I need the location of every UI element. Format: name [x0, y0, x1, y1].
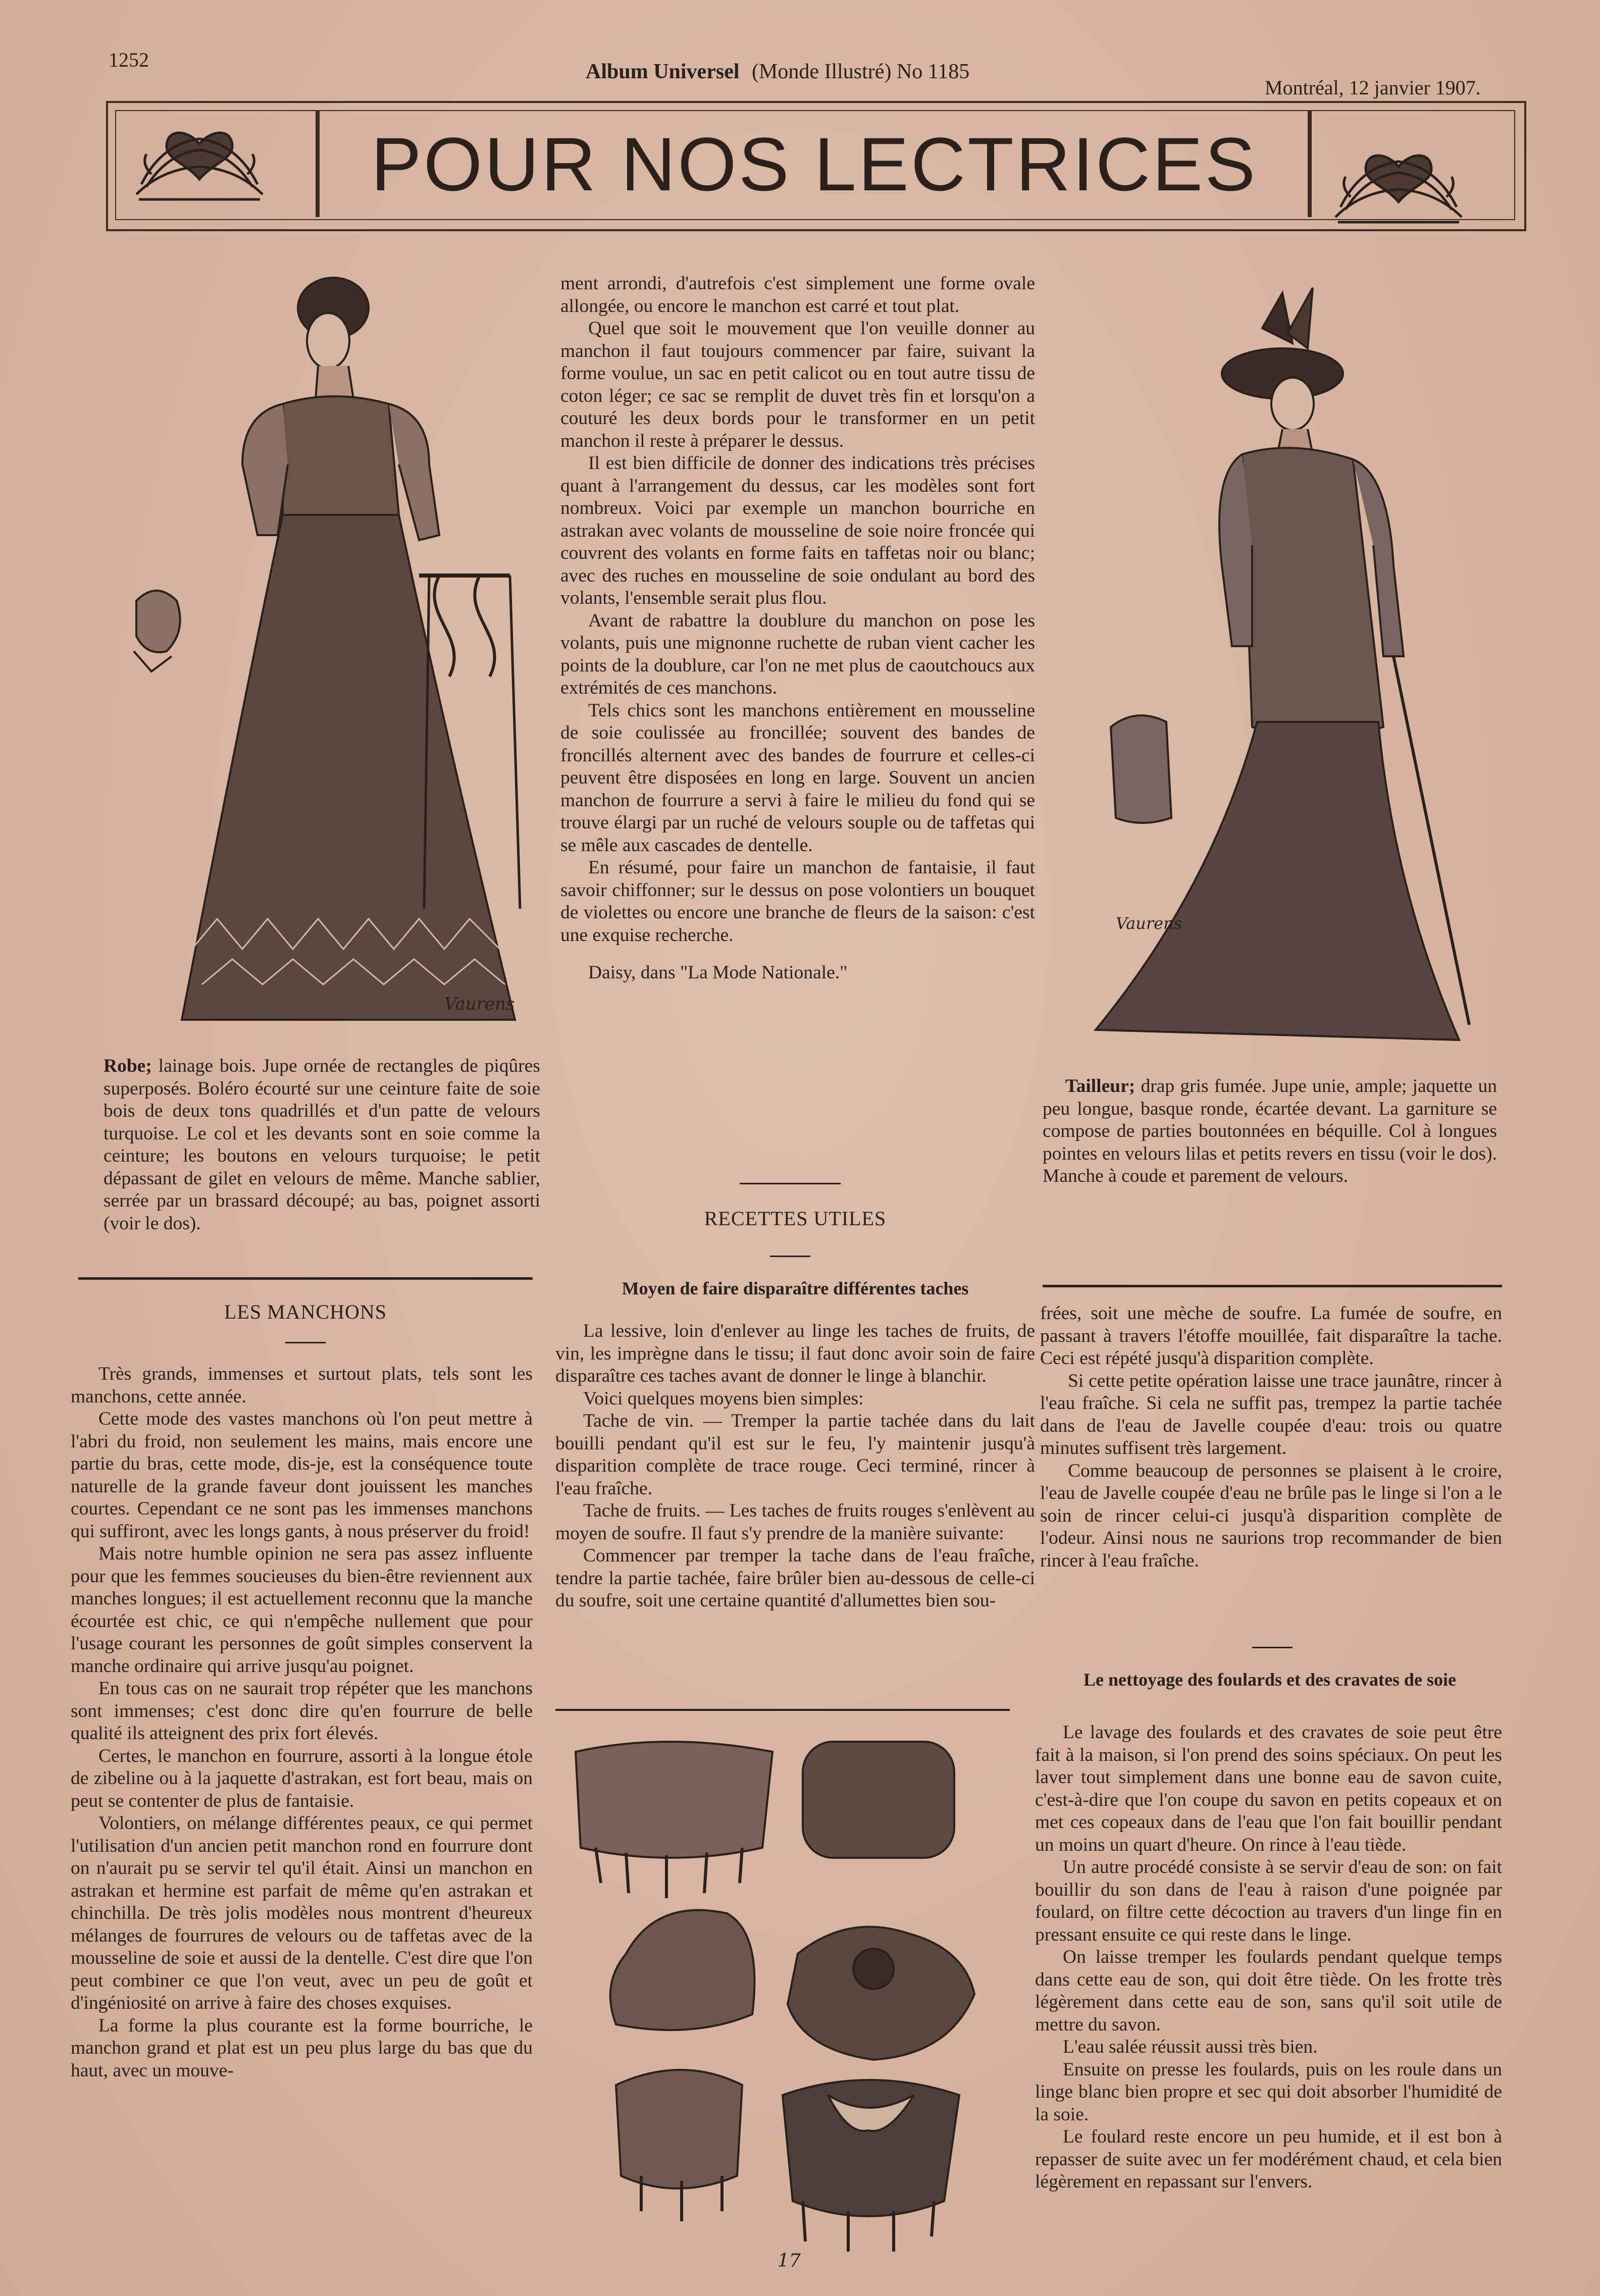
title-divider-left [316, 111, 320, 217]
muffs-illustration [565, 1732, 1000, 2282]
right-paragraph: frées, soit une mèche de soufre. La fumée de soufre, en passant à travers l'étoffe mouillée, fait disparaître la tache. Ceci est répété jusqu'à disparition complète. [1040, 1303, 1502, 1369]
foulards-paragraph: Le lavage des foulards et des cravates de soie peut être fait à la maison, si l'on prend des soins spéciaux. On peut les laver tout simplement dans une bonne eau de savon cuite, c'est-à-dire que l'on coupe du savon en petits copeaux et on met ces copeaux dans de l'eau que l'on fait bouillir pendant un moins un quart d'heure. On rince à l'eau tiède. [1035, 1722, 1502, 1855]
taches-paragraph: Tache de vin. — Tremper la partie tachée dans du lait bouilli pendant qu'il est sur le feu, l'y maintenir jusqu'à disparition complète de trace rouge. Ceci terminé, rincer à l'eau fraîche. [555, 1411, 1035, 1499]
foulards-paragraph: L'eau salée réussit aussi très bien. [1063, 2037, 1318, 2057]
manchons-paragraph: La forme la plus courante est la forme bourriche, le manchon grand et plat est un peu plus large du bas que du haut, avec un mouve- [71, 2015, 533, 2081]
page-title: POUR NOS LECTRICES [371, 121, 1258, 206]
manchons-heading: LES MANCHONS [224, 1300, 387, 1323]
foulards-paragraph: On laisse tremper les foulards pendant quelque temps dans cette eau de son, qui doit être tiède. On les frotte très légèrement dans cette eau de son, sans qu'il soit utile de mettre du savon. [1035, 1947, 1502, 2035]
right-column-text [1040, 1302, 1502, 1572]
middle-dash [740, 1183, 841, 1184]
middle-paragraph: Quel que soit le mouvement que l'on veuille donner au manchon il faut toujours commencer par faire, suivant la forme voulue, un sac en petit calicot ou en tout autre tissu de coton léger; ce sac se remplit de duvet très fin et lorsqu'on a couturé les deux bords pour le transformer en un petit manchon il reste à préparer le dessus. [560, 318, 1035, 451]
tailleur-caption [1043, 1075, 1497, 1188]
right-rule [1043, 1285, 1502, 1287]
middle-paragraph: Tels chics sont les manchons entièrement en mousseline de soie coulissée au froncillée; souvent des bandes de froncillés alternent avec des bandes de fourrure et celles-ci peuvent être disposées en long en large. Souvent un ancien manchon de fourrure a servi à faire le milieu du fond qui se trouve élargi par un ruché de velours souple ou de taffetas qui se mêle aux cascades de dentelle. [560, 700, 1035, 856]
dress-caption-text: lainage bois. Jupe ornée de rectangles de piqûres superposés. Boléro écourté sur une ceinture faite de soie bois de deux tons quadrillés et d'un patte de velours turquoise. Le col et les devants sont en soie comme la ceinture; les boutons en velours turquoise; le petit dépassant de gilet en velours de même. Manche sablier, serrée par un brassard découpé; au bas, poignet assorti (voir le dos). [104, 1056, 540, 1234]
tailleur-caption-text: drap gris fumée. Jupe unie, ample; jaquette un peu longue, basque ronde, écartée devant. La garniture se compose de parties boutonnées en béquille. Col à longues pointes en velours lilas et petits revers en tissu (voir le dos). Manche à coude et parement de velours. [1043, 1076, 1497, 1186]
right-ornament-icon [1330, 146, 1467, 227]
dress-illustration [116, 252, 550, 1040]
muffs-figure-number: 17 [778, 2251, 801, 2271]
middle-column-top [560, 273, 1035, 984]
taches-subheading: Moyen de faire disparaître différentes taches [622, 1278, 969, 1298]
title-area [323, 116, 1305, 212]
middle-rule [555, 1709, 1010, 1711]
middle-paragraph: Avant de rabattre la doublure du manchon on pose les volants, puis une mignonne ruchette de ruban vient cacher les points de la doublure, car l'on ne met plus de caoutchoucs aux extrémités de ces manchons. [560, 610, 1035, 698]
dress-caption-lead: Robe; [104, 1056, 152, 1076]
publication-name: Album Universel [586, 60, 740, 83]
middle-paragraph: ment arrondi, d'autrefois c'est simplement une forme ovale allongée, ou encore le manchon est carré et tout plat. [560, 273, 1035, 317]
publication-sub: (Monde Illustré) No 1185 [752, 60, 970, 83]
manchons-paragraph: Très grands, immenses et surtout plats, tels sont les manchons, cette année. [71, 1364, 533, 1407]
tailleur-illustration [1070, 283, 1510, 1070]
left-rule [78, 1277, 533, 1280]
foulards-paragraph: Le foulard reste encore un peu humide, et il est bon à repasser de suite avec un fer modérément chaud, et cela bien légèrement en repassant sur l'envers. [1035, 2126, 1502, 2192]
manchons-paragraph: Cette mode des vastes manchons où l'on peut mettre à l'abri du froid, non seulement les mains, mais encore une partie du bras, cette mode, dis-je, est la conséquence toute naturelle de la grande faveur dont jouissent les manches courtes. Cependant ce ne sont pas les immenses manchons qui suffiront, avec les longs gants, à nous préserver du froid! [71, 1408, 533, 1542]
manchons-paragraph: Mais notre humble opinion ne sera pas assez influente pour que les femmes soucieuses du bien-être reviennent aux manches longues; il est actuellement reconnu que la manche écourtée est chic, ce qui n'empêche nullement que pour l'usage courant les personnes de goût simples conservent la manche ordinaire qui arrive jusqu'au poignet. [71, 1543, 533, 1677]
middle-paragraph: Il est bien difficile de donner des indications très précises quant à l'arrangement du dessus, car les modèles sont fort nombreux. Voici par exemple un manchon bourriche en astrakan avec volants de mousseline de soie noire froncée qui couvrent des volants en forme faits en taffetas noir ou blanc; avec des ruches en mousseline de soie ondulant au bord des volants, l'ensemble serait plus flou. [560, 453, 1035, 608]
left-ornament-icon [131, 124, 268, 204]
recettes-heading: RECETTES UTILES [704, 1207, 887, 1230]
dress-artist-signature: Vaurens [444, 994, 515, 1014]
taches-paragraph: Commencer par tremper la tache dans de l'eau fraîche, tendre la partie tachée, faire brûler bien au-dessous de celle-ci du soufre, soit une certaine quantité d'allumettes bien sou- [555, 1545, 1035, 1611]
tailleur-artist-signature: Vaurens [1116, 914, 1182, 933]
signature: Daisy, dans "La Mode Nationale." [588, 962, 848, 983]
taches-paragraph: Tache de fruits. — Les taches de fruits rouges s'enlèvent au moyen de soufre. Il faut s'y prendre de la manière suivante: [555, 1500, 1035, 1544]
taches-paragraph: Voici quelques moyens bien simples: [583, 1388, 864, 1409]
running-head [586, 60, 969, 84]
middle-paragraph: En résumé, pour faire un manchon de fantaisie, il faut savoir chiffonner; sur le dessus on pose volontiers un bouquet de violettes ou encore une branche de fleurs de la saison: c'est une exquise recherche. [560, 857, 1035, 946]
right-dash [1252, 1647, 1293, 1648]
foulards-paragraph: Un autre procédé consiste à se servir d'eau de son: on fait bouillir du son dans de l'eau à raison d'une poignée par foulard, on filtre cette décoction au travers d'un linge fin en pressant ensuite ce qui reste dans le linge. [1035, 1857, 1502, 1945]
taches-paragraph: La lessive, loin d'enlever au linge les taches de fruits, de vin, les imprègne dans le tissu; il faut donc avoir soin de faire disparaître ces taches avant de donner le linge à blanchir. [555, 1321, 1035, 1386]
dress-caption [104, 1055, 540, 1235]
right-paragraph: Comme beaucoup de personnes se plaisent à le croire, l'eau de Javelle coupée d'eau ne brûle pas le linge si l'on a le soin de rincer celui-ci jusqu'à disparition complète de l'odeur. Ainsi nous ne saurions trop recommander de bien rincer à l'eau fraîche. [1040, 1460, 1502, 1571]
recettes-dash [770, 1256, 810, 1257]
page-number: 1252 [109, 48, 149, 71]
manchons-dash [285, 1342, 326, 1343]
manchons-paragraph: Certes, le manchon en fourrure, assorti à la longue étole de zibeline ou à la jaquette d'astrakan, est fort beau, mais on peut se contenter de plus de fantaisie. [71, 1745, 533, 1811]
foulards-paragraph: Ensuite on presse les foulards, puis on les roule dans un linge blanc bien propre et sec qui doit absorber l'humidité de la soie. [1035, 2059, 1502, 2125]
manchons-paragraph: Volontiers, on mélange différentes peaux, ce qui permet l'utilisation d'un ancien petit manchon rond en fourrure dont on n'aurait pu se servir tel qu'il était. Ainsi un manchon en astrakan et hermine est parfait de même qu'en astrakan et chinchilla. De très jolis modèles nous montrent d'heureux mélanges de fourrures de velours ou de taffetas avec de la mousseline de soie et aussi de la dentelle. C'est dire que l'on peut combiner ce que l'on veut, avec un peu de goût et d'ingéniosité on arrive à faire des choses exquises. [71, 1813, 533, 2013]
right-paragraph: Si cette petite opération laisse une trace jaunâtre, rincer à l'eau fraîche. Si cela ne suffit pas, trempez la partie tachée dans de l'eau de Javelle coupée d'eau: trois ou quatre minutes suffisent très largement. [1040, 1370, 1502, 1458]
foulards-text [1035, 1721, 1502, 2194]
taches-text [555, 1320, 1035, 1612]
foulards-subheading: Le nettoyage des foulards et des cravates de soie [1083, 1669, 1456, 1690]
tailleur-caption-lead: Tailleur; [1065, 1076, 1136, 1097]
manchons-text [71, 1363, 533, 2082]
title-divider-right [1308, 111, 1312, 217]
manchons-paragraph: En tous cas on ne saurait trop répéter que les manchons sont immenses; c'est donc dire qu'en fourrure de belle qualité ils atteignent des prix fort élevés. [71, 1678, 533, 1744]
dateline: Montréal, 12 janvier 1907. [1265, 76, 1481, 99]
